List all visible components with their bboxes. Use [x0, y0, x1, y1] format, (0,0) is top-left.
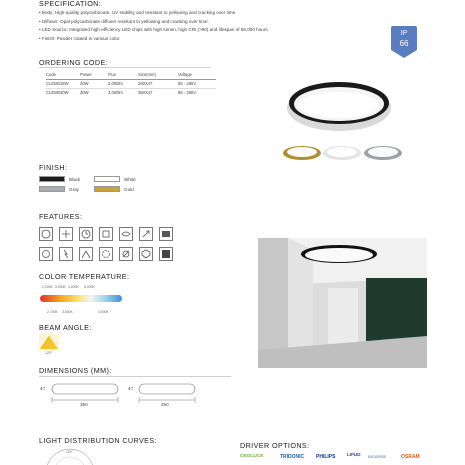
dimmable-feature-icon [59, 227, 73, 241]
color-temp-top-label: 4,000K [68, 285, 79, 289]
finish-label-black: Black [69, 177, 81, 182]
finish-swatch-gold [94, 186, 120, 192]
power-factor-feature-icon [59, 247, 73, 261]
lifud-logo: LIFUD [347, 452, 361, 457]
finish-swatch-gray [39, 186, 65, 192]
column-header: Power [80, 70, 108, 79]
ip-badge-line2: 66 [399, 39, 409, 48]
spec-line: • Diffuser: Opal polycarbonate diffuser resistant to yellowing and cracking over time. [39, 18, 209, 24]
tridonic-logo: TRIDONIC [280, 454, 305, 460]
product-image-main [284, 78, 394, 143]
product-image-gold [282, 143, 322, 168]
lifespan-feature-icon [79, 227, 93, 241]
cri-feature-icon [39, 247, 53, 261]
table-cell: 2,000lm [108, 79, 138, 88]
specification-title: SPECIFICATION: [39, 0, 102, 8]
finish-swatch-black [39, 176, 65, 182]
table-row [46, 88, 216, 97]
finish-title: FINISH: [39, 163, 68, 172]
ordering-code-table [46, 70, 216, 97]
table-cell: 350X47 [138, 90, 153, 96]
spec-line: • LED Source: Integrated high-efficiency LED chips with high lumen, high CRI (>90) and lifespan of 50,000 hours. [39, 27, 269, 33]
column-header: Size(mm) [138, 70, 178, 79]
ordering-code-rule [39, 67, 210, 68]
color-temp-top-label: 3,000K [55, 285, 66, 289]
color-temp-bottom-label: 2,700K [47, 310, 58, 314]
finish-swatch-white [94, 176, 120, 182]
driver-logos [240, 454, 430, 463]
ceoluce-logo: CEOLUCE [240, 454, 264, 459]
color-temp-top-label: 5,000K [84, 285, 95, 289]
beam-angle-icon [39, 334, 59, 351]
light-distribution-label: 120° [66, 450, 74, 454]
table-cell: CLEM030W [46, 90, 69, 96]
finish-label-gray: Gray [69, 187, 79, 192]
features-title: FEATURES: [39, 212, 83, 221]
philips-logo: PHILIPS [316, 454, 336, 460]
dimensions-rule [39, 376, 231, 377]
finish-label-white: White [124, 177, 136, 182]
column-header: Voltage [178, 70, 216, 79]
beam-angle-value: 120° [45, 351, 53, 355]
installation-feature-icon [139, 227, 153, 241]
dimension-height-label: 47 [40, 386, 46, 391]
spec-line: • Finish: Powder coated in various color. [39, 35, 121, 41]
dimension-height-label: 47 [128, 386, 134, 391]
product-image-gray [363, 143, 403, 168]
dimensions-title: DIMENSIONS (MM): [39, 366, 112, 375]
dimension-drawing-350 [50, 382, 122, 413]
spec-line: • Body: High-quality polycarbonate, UV stability and resistant to yellowing and cracking over time. [39, 10, 237, 15]
table-row [46, 79, 216, 88]
beam-angle-feature-icon [79, 247, 93, 261]
column-header: Flux [108, 70, 138, 79]
ordering-code-title: ORDERING CODE: [39, 58, 109, 67]
finish-label-gold: Gold [124, 187, 134, 192]
table-cell: CLEM018W [46, 79, 80, 88]
driver-options-title: DRIVER OPTIONS: [240, 441, 310, 450]
certification-feature-icon [159, 247, 173, 261]
beam-angle-title: BEAM ANGLE: [39, 323, 92, 332]
dimension-drawing-250 [137, 382, 199, 413]
color-temp-bottom-label: 3,500K [62, 310, 73, 314]
light-distribution-title: LIGHT DISTRIBUTION CURVES: [39, 436, 157, 445]
eye-comfort-feature-icon [119, 227, 133, 241]
osram-logo: OSRAM [401, 454, 420, 460]
column-header: Code [46, 70, 80, 79]
recyclable-feature-icon [99, 247, 113, 261]
specification-list [39, 9, 359, 43]
color-temp-bottom-label: 4,500K [98, 310, 109, 314]
color-temp-top-label: 2,200K [42, 285, 53, 289]
product-image-white [322, 143, 362, 168]
dimension-width-label: 350 [80, 402, 88, 407]
color-temperature-title: COLOR TEMPERATURE: [39, 272, 130, 281]
ip-badge-line1: IP [400, 30, 408, 37]
installation-photo [258, 238, 427, 368]
features-grid [39, 227, 179, 267]
table-cell: 85 - 265V [178, 79, 216, 88]
energy-class-feature-icon [159, 227, 173, 241]
ip-rating-badge [390, 25, 418, 59]
table-cell: 30W [80, 90, 89, 96]
ip-rating-feature-icon [39, 227, 53, 241]
warranty-feature-icon [139, 247, 153, 261]
led-chip-feature-icon [99, 227, 113, 241]
table-cell: 250X47 [138, 79, 178, 88]
table-cell: 3,000lm [108, 90, 123, 96]
table-cell: 20W [80, 79, 108, 88]
dimension-width-label: 250 [161, 402, 169, 407]
table-cell: 85 - 265V [178, 90, 197, 96]
eaglerise-logo: EAGLERISE [368, 455, 387, 459]
color-temperature-bar [40, 295, 122, 302]
table-header-row [46, 70, 216, 79]
no-uv-feature-icon [119, 247, 133, 261]
